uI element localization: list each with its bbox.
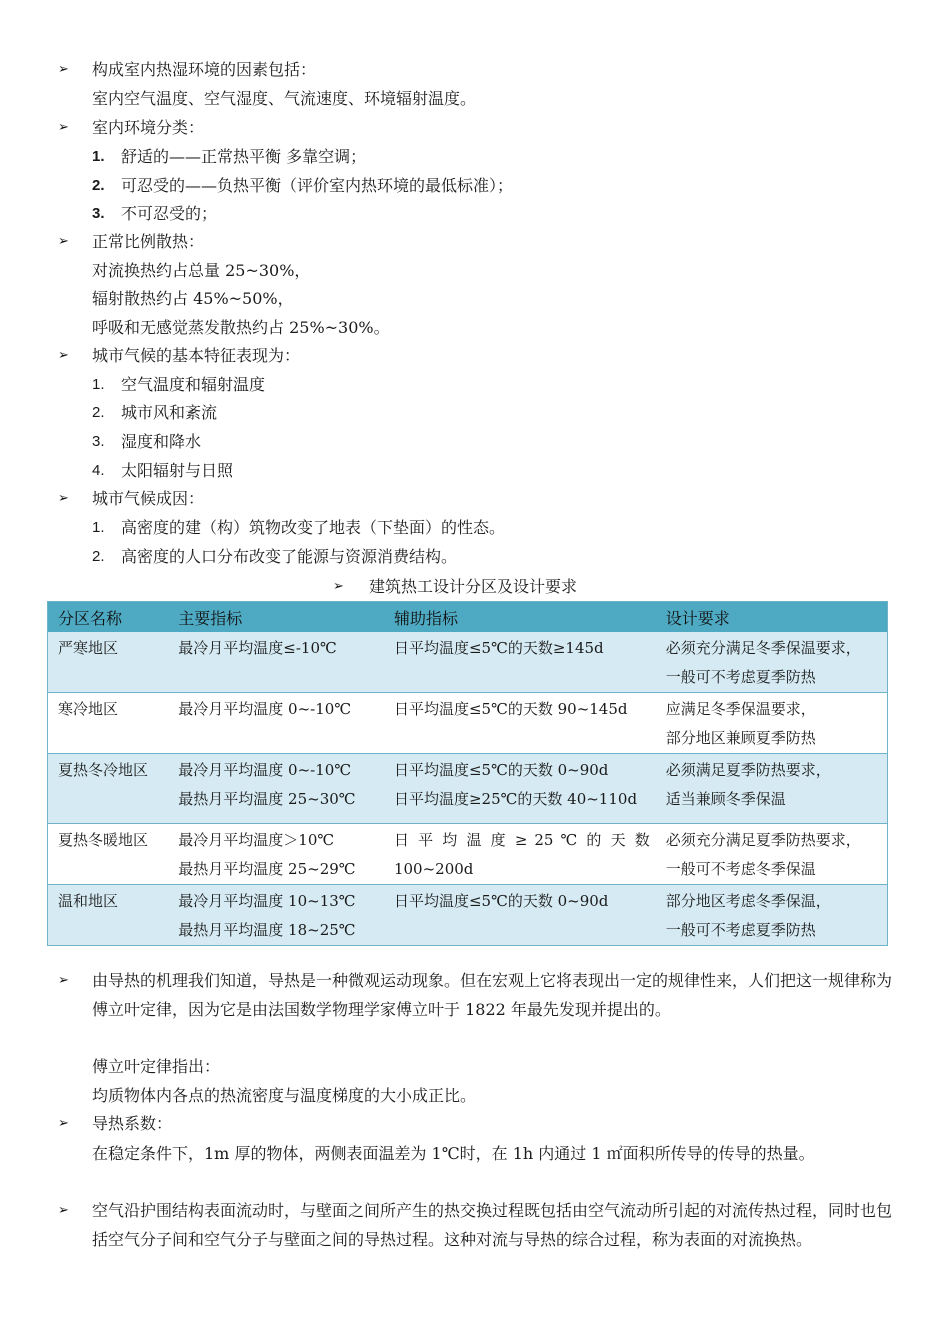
list-text: 不可忍受的；	[121, 204, 218, 223]
aux-indicator-cell	[384, 693, 656, 754]
body-text: 呼吸和无感觉蒸发散热约占 25%~30%。	[92, 318, 390, 337]
section-heading: 室内环境分类：	[92, 118, 205, 137]
list-number: 2.	[92, 177, 105, 194]
list-number: 3.	[92, 433, 105, 450]
section-heading: 导热系数：	[92, 1114, 173, 1133]
aux-indicator-cell	[384, 824, 656, 885]
main-indicator: 最冷月平均温度 10~13℃	[178, 892, 356, 910]
zone-name: 严寒地区	[58, 639, 119, 657]
bullet-arrow-icon: ➢	[58, 1116, 69, 1131]
list-number: 1.	[92, 148, 105, 165]
paragraph: 空气沿护围结构表面流动时，与壁面之间所产生的热交换过程既包括由空气流动所引起的对流传热过程，同时也包括空气分子间和空气分子与壁面之间的导热过程。这种对流与导热的综合过程，称为表面的对流换热。	[92, 1201, 893, 1249]
requirement-cell	[656, 632, 888, 693]
aux-indicator-cell	[384, 632, 656, 693]
requirement-cell	[656, 885, 888, 946]
aux-indicator: 日平均温度≤5℃的天数 0~90d	[393, 892, 609, 910]
main-indicator: 最冷月平均温度 0~-10℃	[178, 761, 352, 779]
list-text: 空气温度和辐射温度	[121, 375, 266, 394]
zone-cell	[48, 885, 169, 946]
list-number: 2.	[92, 548, 105, 565]
bullet-arrow-icon: ➢	[58, 120, 69, 135]
main-indicator: 最冷月平均温度≤-10℃	[178, 639, 337, 657]
main-indicator: 最热月平均温度 18~25℃	[178, 921, 356, 939]
requirement-text: 必须充分满足冬季保温要求，	[665, 639, 861, 657]
requirement-text: 适当兼顾冬季保温	[665, 790, 786, 808]
body-text: 室内空气温度、空气湿度、气流速度、环境辐射温度。	[92, 89, 477, 108]
paragraph: 在稳定条件下，1m 厚的物体，两侧表面温差为 1℃时，在 1h 内通过 1 ㎡面积所传导的传导的热量。	[92, 1144, 815, 1163]
climate-zone-table	[47, 601, 888, 946]
main-indicator: 最冷月平均温度 0~-10℃	[178, 700, 352, 718]
zone-cell	[48, 632, 169, 693]
list-text: 湿度和降水	[121, 432, 202, 451]
list-text: 舒适的——正常热平衡 多靠空调；	[121, 147, 367, 166]
table-header-cell: 辅助指标	[384, 602, 656, 633]
body-text: 傅立叶定律指出：	[92, 1057, 221, 1076]
aux-indicator: 日平均温度≤5℃的天数 90~145d	[393, 700, 628, 718]
aux-indicator: 日平均温度≤5℃的天数≥145d	[393, 639, 604, 657]
aux-indicator-cell	[384, 885, 656, 946]
list-number: 1.	[92, 376, 105, 393]
table-row	[48, 885, 888, 946]
requirement-text: 一般可不考虑夏季防热	[665, 921, 816, 939]
bullet-arrow-icon: ➢	[58, 973, 69, 988]
table-row	[48, 754, 888, 824]
requirement-text: 一般可不考虑夏季防热	[665, 668, 816, 686]
section-heading: 城市气候的基本特征表现为：	[92, 346, 301, 365]
zone-name: 夏热冬冷地区	[58, 761, 149, 779]
bullet-arrow-icon: ➢	[58, 491, 69, 506]
table-row	[48, 632, 888, 693]
table-caption	[0, 573, 950, 601]
main-indicator: 最热月平均温度 25~29℃	[178, 860, 356, 878]
body-text: 对流换热约占总量 25~30%，	[92, 261, 311, 280]
main-indicator-cell	[168, 885, 384, 946]
table-header-cell: 分区名称	[48, 602, 169, 633]
requirement-text: 必须充分满足夏季防热要求，	[665, 831, 861, 849]
bullet-arrow-icon: ➢	[58, 1203, 69, 1218]
aux-indicator: 日平均温度≤5℃的天数 0~90d	[393, 761, 609, 779]
bullet-arrow-icon: ➢	[58, 348, 69, 363]
zone-name: 温和地区	[58, 892, 119, 910]
list-text: 可忍受的——负热平衡（评价室内热环境的最低标准）；	[121, 176, 514, 195]
aux-indicator: 100~200d	[393, 860, 474, 878]
requirement-text: 应满足冬季保温要求，	[665, 700, 816, 718]
requirement-text: 部分地区兼顾夏季防热	[665, 729, 816, 747]
table-row	[48, 693, 888, 754]
list-number: 2.	[92, 404, 105, 421]
table-header-cell: 主要指标	[168, 602, 384, 633]
section-heading: 构成室内热湿环境的因素包括：	[92, 60, 317, 79]
requirement-text: 必须满足夏季防热要求，	[665, 761, 831, 779]
list-number: 1.	[92, 519, 105, 536]
main-indicator: 最热月平均温度 25~30℃	[178, 790, 356, 808]
aux-indicator: 日平均温度≥25℃的天数 40~110d	[393, 790, 638, 808]
list-text: 城市风和紊流	[121, 403, 218, 422]
aux-indicator-cell	[384, 754, 656, 824]
main-indicator-cell	[168, 632, 384, 693]
table-row	[48, 824, 888, 885]
table-caption-text: 建筑热工设计分区及设计要求	[369, 577, 578, 596]
list-text: 太阳辐射与日照	[121, 461, 234, 480]
paragraph: 由导热的机理我们知道，导热是一种微观运动现象。但在宏观上它将表现出一定的规律性来，人们把这一规律称为傅立叶定律，因为它是由法国数学物理学家傅立叶于 1822 年最先发现并提出的。	[92, 971, 893, 1019]
main-indicator-cell	[168, 754, 384, 824]
zone-cell	[48, 824, 169, 885]
main-indicator: 最冷月平均温度＞10℃	[178, 831, 335, 849]
section-heading: 正常比例散热：	[92, 232, 205, 251]
body-text: 均质物体内各点的热流密度与温度梯度的大小成正比。	[92, 1086, 477, 1105]
bullet-arrow-icon: ➢	[58, 62, 69, 77]
section-heading: 城市气候成因：	[92, 489, 205, 508]
requirement-cell	[656, 824, 888, 885]
requirement-text: 部分地区考虑冬季保温，	[665, 892, 831, 910]
zone-name: 寒冷地区	[58, 700, 119, 718]
zone-cell	[48, 693, 169, 754]
requirement-cell	[656, 754, 888, 824]
aux-indicator: 日 平 均 温 度 ≥ 25 ℃ 的 天 数	[393, 831, 650, 849]
zone-cell	[48, 754, 169, 824]
table-header-row	[48, 602, 888, 633]
list-number: 4.	[92, 462, 105, 479]
main-indicator-cell	[168, 693, 384, 754]
list-text: 高密度的人口分布改变了能源与资源消费结构。	[121, 547, 458, 566]
list-text: 高密度的建（构）筑物改变了地表（下垫面）的性态。	[121, 518, 506, 537]
requirement-cell	[656, 693, 888, 754]
body-text: 辐射散热约占 45%~50%，	[92, 289, 294, 308]
zone-name: 夏热冬暖地区	[58, 831, 149, 849]
main-indicator-cell	[168, 824, 384, 885]
requirement-text: 一般可不考虑冬季保温	[665, 860, 816, 878]
table-header-cell: 设计要求	[656, 602, 888, 633]
bullet-arrow-icon: ➢	[58, 234, 69, 249]
bullet-arrow-icon: ➢	[333, 579, 344, 594]
list-number: 3.	[92, 205, 105, 222]
